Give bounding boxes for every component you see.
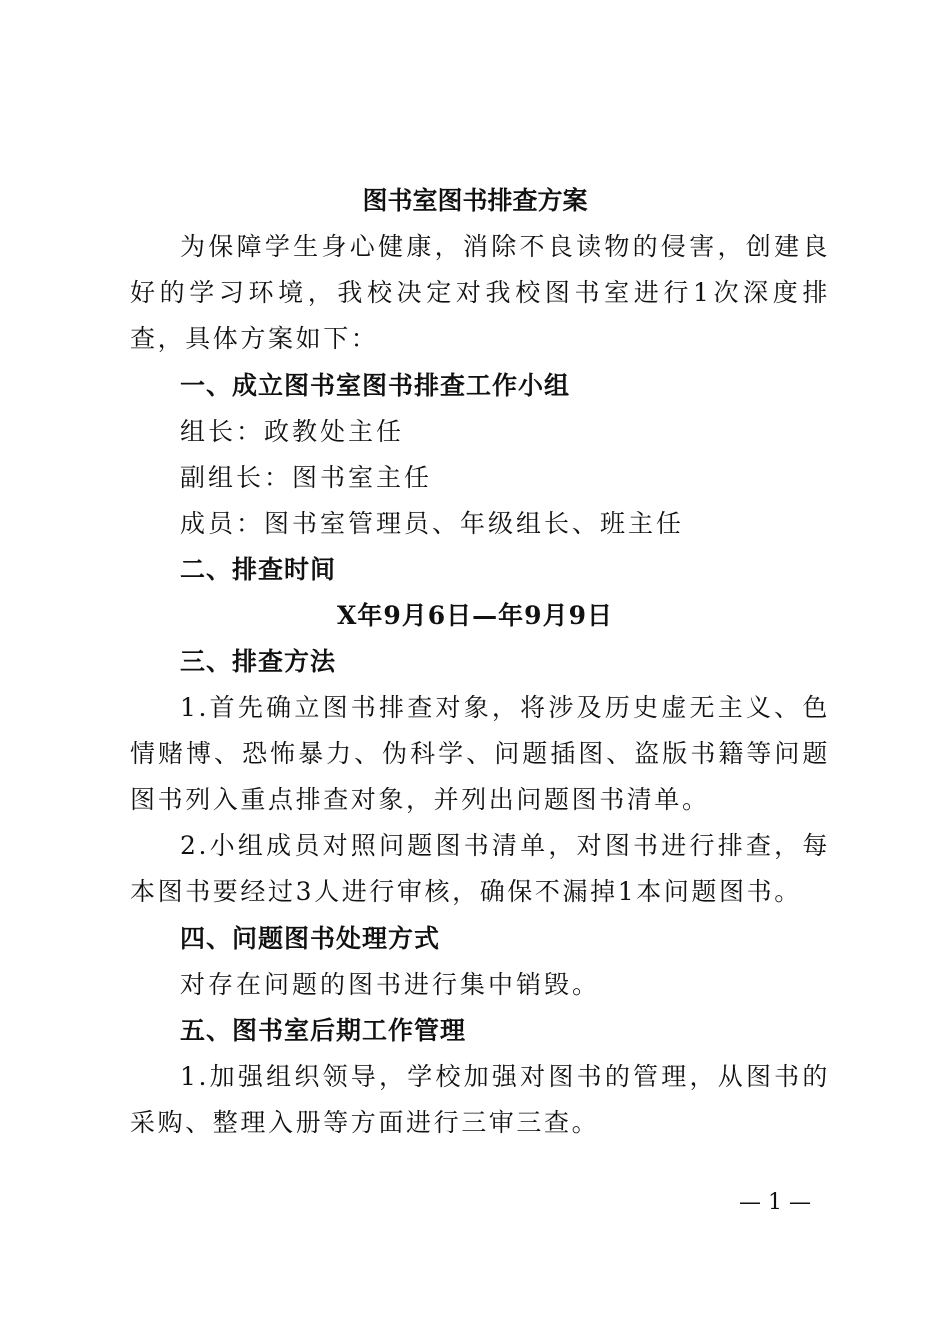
document-title: 图书室图书排查方案 <box>362 186 588 215</box>
management-item-1: 1.加强组织领导，学校加强对图书的管理，从图书的采购、整理入册等方面进行三审三查。 <box>130 1062 830 1137</box>
members-line: 成员：图书室管理员、年级组长、班主任 <box>180 509 685 538</box>
schedule-date: X年9月6日—年9月9日 <box>337 601 613 630</box>
handling-text: 对存在问题的图书进行集中销毁。 <box>180 970 601 999</box>
section2-heading: 二、排查时间 <box>180 555 337 584</box>
page-number: — 1 — <box>739 1190 811 1215</box>
section1-heading: 一、成立图书室图书排查工作小组 <box>180 371 571 400</box>
section5-heading: 五、图书室后期工作管理 <box>180 1016 467 1045</box>
section3-heading: 三、排查方法 <box>180 647 337 676</box>
deputy-leader-line: 副组长：图书室主任 <box>180 463 433 492</box>
section4-heading: 四、问题图书处理方式 <box>180 924 441 953</box>
method-item-1: 1.首先确立图书排查对象，将涉及历史虚无主义、色情赌博、恐怖暴力、伪科学、问题插图、盗版书籍等问题图书列入重点排查对象，并列出问题图书清单。 <box>130 693 830 814</box>
intro-paragraph: 为保障学生身心健康，消除不良读物的侵害，创建良好的学习环境，我校决定对我校图书室进行1次深度排查，具体方案如下： <box>130 232 830 353</box>
method-item-2: 2.小组成员对照问题图书清单，对图书进行排查，每本图书要经过3人进行审核，确保不漏掉1本问题图书。 <box>130 831 830 906</box>
leader-line: 组长：政教处主任 <box>180 417 405 446</box>
